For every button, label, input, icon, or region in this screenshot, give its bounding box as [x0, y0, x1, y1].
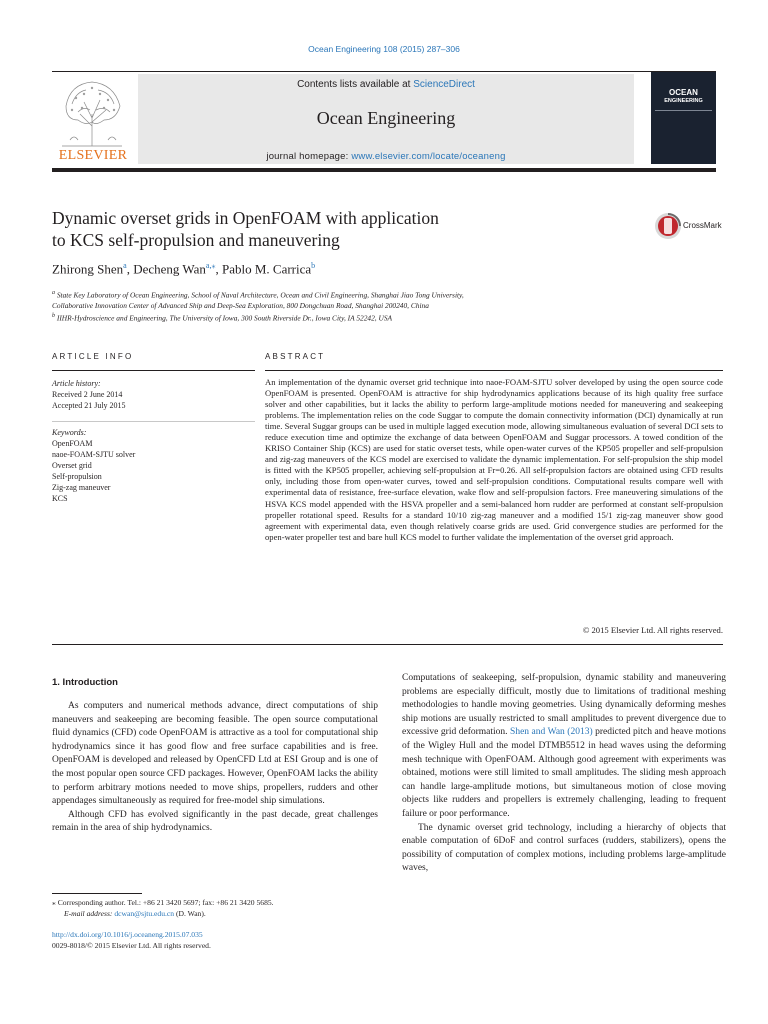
body-column-left [52, 700, 378, 836]
homepage-line [138, 151, 634, 162]
article-title [52, 207, 612, 251]
footnote-rule [52, 893, 142, 894]
author-name[interactable]: Pablo M. Carrica [221, 261, 312, 277]
header-bottom-rule [52, 168, 716, 172]
paragraph: The dynamic overset grid technology, including a hierarchy of objects that enable computation of 6DoF and control surfaces (rudders, stabilizers), opens the possibility of computation of complex motions, including problems large-amplitude waves, [402, 822, 726, 874]
affiliation-text: Collaborative Innovation Center of Advanced Ship and Deep-Sea Exploration, 800 Dongchuan Road, Shanghai 200240, China [52, 301, 429, 311]
email-label: E-mail address: [64, 909, 115, 918]
article-history [52, 378, 255, 411]
cover-divider [655, 110, 712, 111]
abstract-text: An implementation of the dynamic overset grid technique into naoe-FOAM-SJTU solver developed by using the open source code OpenFOAM is presented. OpenFOAM is attractive for ship hydrodynamics applications because of its high quality free surface solver and other capabilities, but it lacks the ability to perform large-amplitude motions needed for maneuvering and seakeeping problems. The implementation relies on the code Suggar to compute the domain connectivity information (DCI) dynamically at run time. Several Suggar groups can be used in multiple lagged execution mode, allowing simultaneous evaluation of several DCI sets to reduce execution time and optimize the exchange of data between OpenFOAM and Suggar processors. A towed condition of the KRISO Container Ship (KCS) are used for static overset tests, while open-water curves of the KP505 propeller and self-propulsion and zig-zag maneuvers of the KCS model are exercised to validate the dynamic implementation. For self-propulsion the ship model is fitted with the KP505 propeller, achieving self-propulsion at Fr=0.26. All self-propulsion factors are obtained using CFD results only, including those from open-water curves, towed and self-propulsion conditions. Computational results compare well with experimental data of resistance, free-surface elevation, wake flow and self-propulsion factors. Free maneuvering simulations of the HSVA KCS model appended with the HSVA propeller and a semi-balanced horn rudder are performed at constant self-propulsion propeller rotational speed. Results for a standard 10/10 zig-zag maneuver and a modified 15/1 zig-zag maneuver show good agreement with experimental data, even though relatively coarse grids are used. Grid convergence studies are performed for the open-water propeller test and bare hull KCS model to further validate the implementation of the overset grid approach. [265, 377, 723, 542]
contents-line [138, 79, 634, 90]
paragraph-text: Computations of seakeeping, self-propulsion, dynamic stability and maneuvering problems are especially difficult, mostly due to limitations of traditional meshing methodologies to handle moving geometries. Using dynamically deforming meshes ship motions are usually restricted to small amplitudes to prevent divergence due to excessive grid deformation. [402, 673, 726, 738]
footnote-text: Corresponding author. Tel.: +86 21 3420 5697; fax: +86 21 3420 5685. [55, 898, 274, 907]
author-name[interactable]: Zhirong Shen [52, 261, 124, 277]
paragraph-text: predicted pitch and heave motions of the Wigley Hull and the model DTMB5512 in head waves using the deforming mesh technique with OpenFOAM. Although good agreement with experiments was obtained, motions were still limited to small amplitudes. The sliding mesh approach can handle large-amplitude motions, but simultaneous motion of close moving objects like rudders and propellers is extremely challenging, leading to frequent failure or poor performance. [402, 727, 726, 819]
doi-link[interactable]: http://dx.doi.org/10.1016/j.oceaneng.2015.07.035 [52, 930, 203, 939]
title-line-1: Dynamic overset grids in OpenFOAM with application [52, 208, 439, 228]
affiliation [52, 288, 672, 300]
email-link[interactable]: dcwan@sjtu.edu.cn [114, 909, 175, 918]
paragraph: Although CFD has evolved significantly in the past decade, great challenges remain in the area of ship hydrodynamics. [52, 809, 378, 834]
author-name[interactable]: Decheng Wan [133, 261, 206, 277]
keywords-label: Keywords: [52, 428, 87, 437]
affiliation-text: IIHR-Hydroscience and Engineering, The University of Iowa, 300 South Riverside Dr., Iowa City, IA 52242, USA [56, 313, 393, 323]
crossmark-icon [654, 210, 682, 242]
homepage-link[interactable]: www.elsevier.com/locate/oceaneng [351, 151, 506, 162]
citation-link[interactable]: Shen and Wan (2013) [510, 727, 593, 738]
keyword: KCS [52, 494, 68, 503]
author-affil-sup[interactable]: a,⁎ [205, 261, 216, 270]
keywords-block [52, 427, 255, 504]
affiliation-sup: a [52, 290, 55, 296]
history-label: Article history: [52, 379, 101, 388]
front-matter-bottom-rule [52, 644, 723, 645]
elsevier-tree-icon [52, 76, 132, 148]
journal-cover-thumbnail[interactable] [651, 72, 716, 164]
title-line-2: to KCS self-propulsion and maneuvering [52, 230, 340, 250]
affiliation [52, 311, 672, 323]
body-column-right [402, 672, 726, 876]
abstract-heading: ABSTRACT [265, 352, 326, 361]
journal-name: Ocean Engineering [316, 108, 456, 128]
sciencedirect-link[interactable]: ScienceDirect [413, 79, 475, 90]
author-separator: , [126, 261, 134, 277]
keyword: naoe-FOAM-SJTU solver [52, 450, 136, 459]
footnote-line [52, 897, 378, 908]
elsevier-wordmark: ELSEVIER [58, 148, 128, 163]
author-separator: , [215, 261, 222, 277]
cover-title-line2: ENGINEERING [664, 98, 703, 104]
email-suffix: (D. Wan). [174, 909, 206, 918]
author-affil-sup[interactable]: b [311, 261, 316, 270]
affiliation-text: State Key Laboratory of Ocean Engineering, School of Naval Architecture, Ocean and Civil Engineering, Shanghai Jiao Tong University, [56, 290, 464, 300]
doi-block [52, 929, 211, 951]
abstract-copyright: © 2015 Elsevier Ltd. All rights reserved. [582, 625, 723, 635]
footnote-email-line [52, 908, 378, 919]
paragraph: As computers and numerical methods advance, direct computations of ship maneuvers and seakeeping are becoming feasible. The open source computational fluid dynamics (CFD) code OpenFOAM is attractive as a tool for computational ship hydrodynamics since it has good flow and free surface capabilities and is free. OpenFOAM is developed and released by OpenCFD Ltd at ESI Group and is one of the most popular open source CFD packages. However, OpenFOAM lacks the ability to perform arbitrary motions needed to move ships, propellers, rudders and other appendages simultaneously as required for free-model ship simulations. [52, 701, 378, 807]
keyword: Zig-zag maneuver [52, 483, 111, 492]
keyword: Self-propulsion [52, 472, 102, 481]
elsevier-logo[interactable] [52, 76, 132, 164]
affiliation-sup: b [52, 313, 55, 320]
homepage-prefix: journal homepage: [266, 151, 352, 162]
affiliations [52, 288, 672, 324]
crossmark-label: CrossMark [683, 221, 722, 230]
corresponding-author-footnote [52, 897, 378, 919]
author-list [52, 261, 652, 277]
issn-line: 0029-8018/© 2015 Elsevier Ltd. All rights reserved. [52, 941, 211, 950]
introduction-heading: 1. Introduction [52, 677, 118, 688]
article-info-rule [52, 370, 255, 371]
paragraph [402, 672, 726, 822]
history-divider [52, 421, 255, 422]
accepted-date: Accepted 21 July 2015 [52, 401, 126, 410]
keyword: OpenFOAM [52, 439, 93, 448]
cover-title-line1: OCEAN [669, 88, 698, 97]
crossmark-badge[interactable] [654, 210, 734, 242]
article-info-heading: ARTICLE INFO [52, 352, 134, 361]
received-date: Received 2 June 2014 [52, 390, 123, 399]
abstract-rule [265, 370, 723, 371]
author-affil-sup[interactable]: a [123, 261, 127, 270]
cover-title [651, 89, 716, 105]
affiliation [52, 300, 672, 311]
contents-prefix: Contents lists available at [297, 79, 414, 90]
keyword: Overset grid [52, 461, 92, 470]
header-top-rule [52, 71, 716, 72]
journal-reference[interactable]: Ocean Engineering 108 (2015) 287–306 [308, 44, 460, 54]
footnote-marker: ⁎ [52, 898, 56, 907]
